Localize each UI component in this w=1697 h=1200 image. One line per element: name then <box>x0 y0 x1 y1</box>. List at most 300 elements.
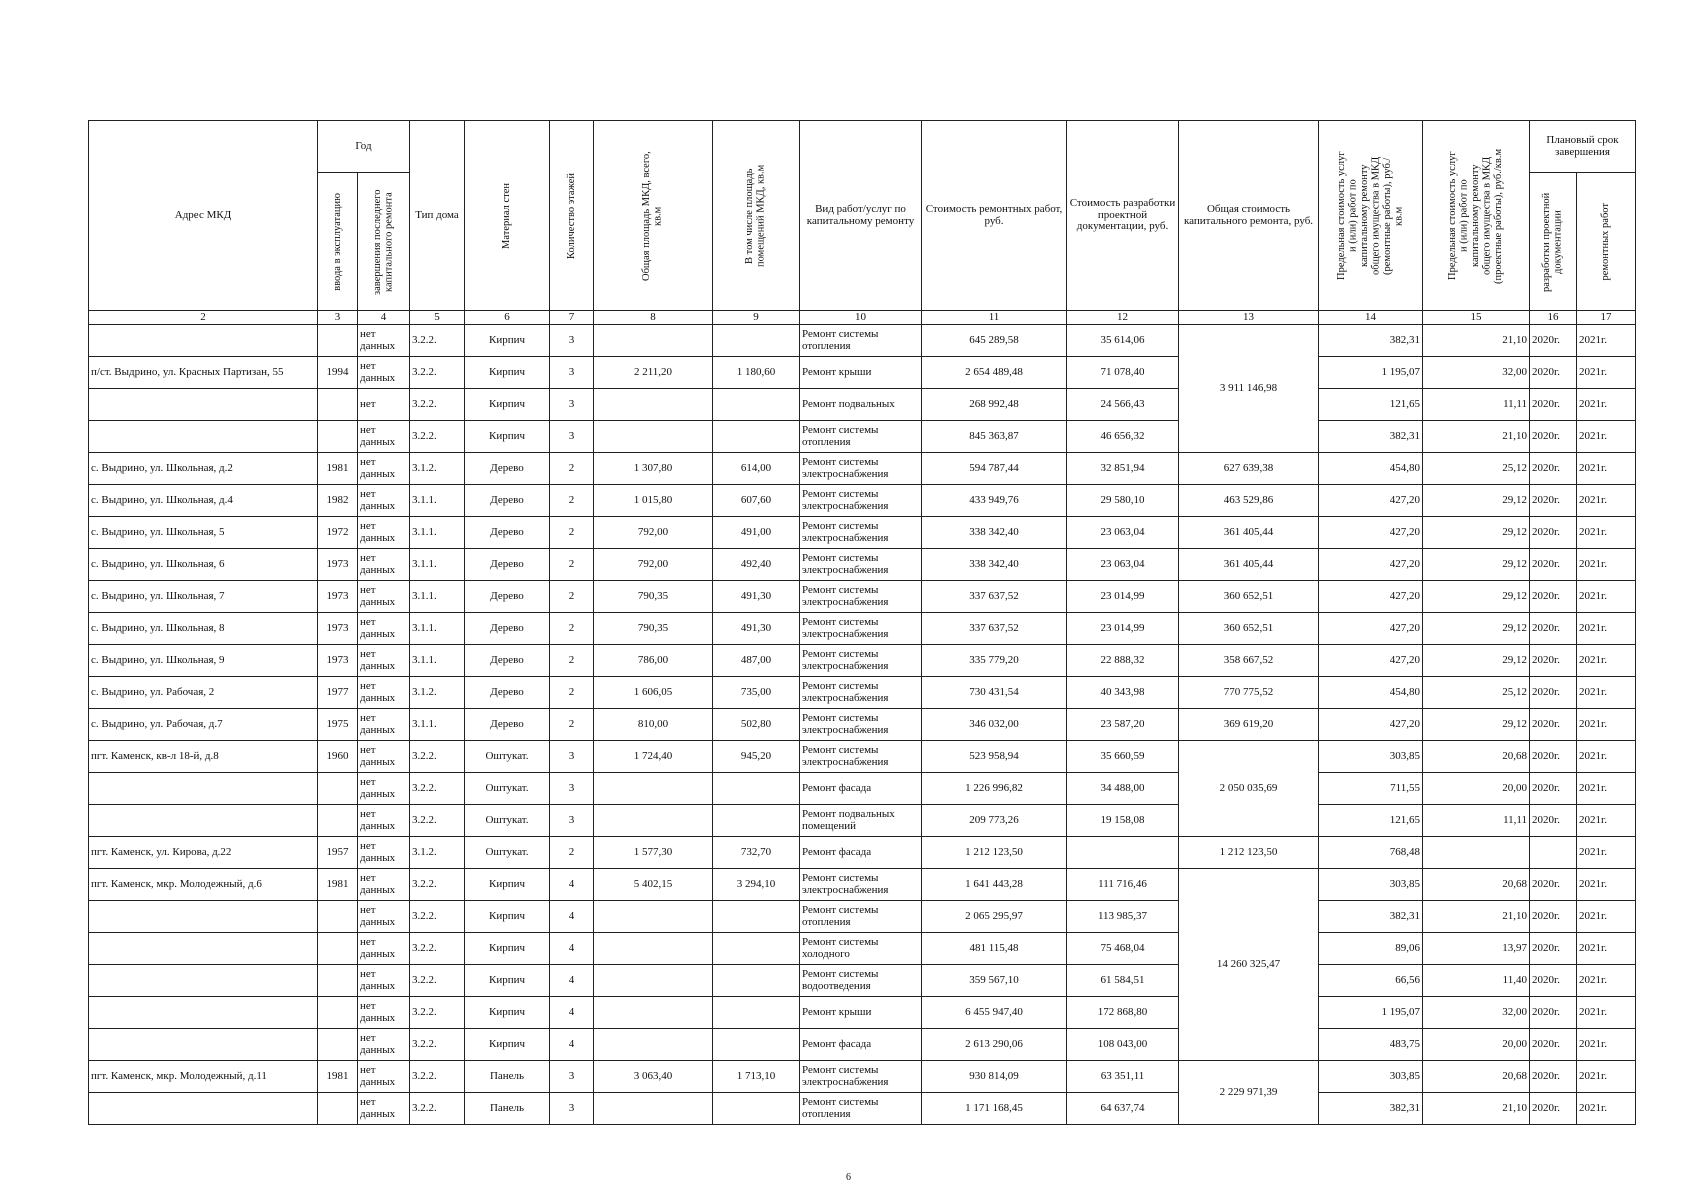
total-cost-cell: 463 529,86 <box>1179 485 1319 517</box>
year-commission-cell <box>318 933 358 965</box>
limit-repair-cell: 303,85 <box>1319 1061 1423 1093</box>
floors-cell: 2 <box>550 677 594 709</box>
limit-design-cell: 21,10 <box>1423 1093 1530 1125</box>
header-limit-repair: Предельная стоимость услуг и (или) работ по капитальному ремонту общего имущества в МКД (ремонтные работы), руб./кв.м <box>1319 121 1423 311</box>
limit-repair-cell: 427,20 <box>1319 645 1423 677</box>
limit-repair-cell: 427,20 <box>1319 549 1423 581</box>
table-row <box>89 805 1636 837</box>
table-row <box>89 709 1636 741</box>
work-type-cell: Ремонт системы отопления <box>800 421 922 453</box>
deadline-design-cell: 2020г. <box>1530 773 1577 805</box>
design-cost-cell: 172 868,80 <box>1067 997 1179 1029</box>
column-number: 9 <box>713 311 800 325</box>
year-last-repair-cell: нет данных <box>358 645 410 677</box>
year-commission-cell <box>318 1093 358 1125</box>
work-type-cell: Ремонт системы электроснабжения <box>800 517 922 549</box>
house-type-cell: 3.2.2. <box>410 741 465 773</box>
floors-cell: 2 <box>550 581 594 613</box>
deadline-design-cell: 2020г. <box>1530 613 1577 645</box>
deadline-repair-cell: 2021г. <box>1577 933 1636 965</box>
work-type-cell: Ремонт системы электроснабжения <box>800 453 922 485</box>
table-row <box>89 933 1636 965</box>
header-year-last-repair: завершения последнего капитального ремонта <box>358 173 410 311</box>
premises-area-cell <box>713 965 800 997</box>
house-type-cell: 3.1.1. <box>410 581 465 613</box>
limit-design-cell: 29,12 <box>1423 517 1530 549</box>
work-type-cell: Ремонт системы электроснабжения <box>800 709 922 741</box>
year-commission-cell <box>318 421 358 453</box>
year-last-repair-cell: нет данных <box>358 549 410 581</box>
year-last-repair-cell: нет данных <box>358 357 410 389</box>
wall-material-cell: Дерево <box>465 549 550 581</box>
year-commission-cell <box>318 965 358 997</box>
work-type-cell: Ремонт системы электроснабжения <box>800 677 922 709</box>
year-commission-cell <box>318 997 358 1029</box>
total-area-cell: 2 211,20 <box>594 357 713 389</box>
repair-cost-cell: 594 787,44 <box>922 453 1067 485</box>
repair-cost-cell: 1 171 168,45 <box>922 1093 1067 1125</box>
column-number: 4 <box>358 311 410 325</box>
year-last-repair-cell: нет данных <box>358 421 410 453</box>
wall-material-cell: Кирпич <box>465 901 550 933</box>
work-type-cell: Ремонт фасада <box>800 773 922 805</box>
house-type-cell: 3.1.1. <box>410 485 465 517</box>
deadline-design-cell: 2020г. <box>1530 869 1577 901</box>
table-body <box>89 325 1636 1125</box>
wall-material-cell: Оштукат. <box>465 741 550 773</box>
year-commission-cell <box>318 389 358 421</box>
premises-area-cell <box>713 325 800 357</box>
limit-repair-cell: 66,56 <box>1319 965 1423 997</box>
limit-design-cell: 21,10 <box>1423 901 1530 933</box>
repair-cost-cell: 2 065 295,97 <box>922 901 1067 933</box>
limit-design-cell: 20,68 <box>1423 869 1530 901</box>
limit-repair-cell: 483,75 <box>1319 1029 1423 1061</box>
premises-area-cell: 491,00 <box>713 517 800 549</box>
house-type-cell: 3.1.1. <box>410 709 465 741</box>
year-last-repair-cell: нет данных <box>358 325 410 357</box>
column-number: 17 <box>1577 311 1636 325</box>
wall-material-cell: Кирпич <box>465 933 550 965</box>
premises-area-cell: 732,70 <box>713 837 800 869</box>
house-type-cell: 3.1.2. <box>410 677 465 709</box>
address-cell: с. Выдрино, ул. Рабочая, 2 <box>89 677 318 709</box>
house-type-cell: 3.1.1. <box>410 517 465 549</box>
table-row <box>89 901 1636 933</box>
design-cost-cell: 34 488,00 <box>1067 773 1179 805</box>
address-cell <box>89 1029 318 1061</box>
year-commission-cell: 1973 <box>318 645 358 677</box>
repair-cost-cell: 337 637,52 <box>922 613 1067 645</box>
total-area-cell: 792,00 <box>594 517 713 549</box>
limit-repair-cell: 711,55 <box>1319 773 1423 805</box>
work-type-cell: Ремонт системы электроснабжения <box>800 741 922 773</box>
table-row <box>89 741 1636 773</box>
work-type-cell: Ремонт системы отопления <box>800 1093 922 1125</box>
repair-cost-cell: 2 613 290,06 <box>922 1029 1067 1061</box>
year-last-repair-cell: нет данных <box>358 1093 410 1125</box>
floors-cell: 2 <box>550 645 594 677</box>
year-commission-cell <box>318 1029 358 1061</box>
floors-cell: 4 <box>550 965 594 997</box>
limit-design-cell: 11,11 <box>1423 389 1530 421</box>
repair-cost-cell: 1 226 996,82 <box>922 773 1067 805</box>
header-floors: Количество этажей <box>550 121 594 311</box>
house-type-cell: 3.1.1. <box>410 549 465 581</box>
deadline-design-cell <box>1530 837 1577 869</box>
wall-material-cell: Дерево <box>465 613 550 645</box>
design-cost-cell: 61 584,51 <box>1067 965 1179 997</box>
limit-repair-cell: 382,31 <box>1319 325 1423 357</box>
total-cost-cell: 369 619,20 <box>1179 709 1319 741</box>
limit-repair-cell: 121,65 <box>1319 805 1423 837</box>
premises-area-cell: 502,80 <box>713 709 800 741</box>
design-cost-cell: 75 468,04 <box>1067 933 1179 965</box>
limit-design-cell: 29,12 <box>1423 709 1530 741</box>
floors-cell: 2 <box>550 549 594 581</box>
limit-repair-cell: 303,85 <box>1319 869 1423 901</box>
wall-material-cell: Дерево <box>465 517 550 549</box>
wall-material-cell: Кирпич <box>465 325 550 357</box>
wall-material-cell: Кирпич <box>465 1029 550 1061</box>
total-area-cell: 1 307,80 <box>594 453 713 485</box>
address-cell <box>89 325 318 357</box>
limit-design-cell: 11,40 <box>1423 965 1530 997</box>
house-type-cell: 3.2.2. <box>410 901 465 933</box>
floors-cell: 3 <box>550 1061 594 1093</box>
limit-design-cell: 20,00 <box>1423 1029 1530 1061</box>
design-cost-cell: 111 716,46 <box>1067 869 1179 901</box>
year-commission-cell: 1957 <box>318 837 358 869</box>
work-type-cell: Ремонт системы отопления <box>800 901 922 933</box>
design-cost-cell: 64 637,74 <box>1067 1093 1179 1125</box>
total-cost-merged-cell: 2 050 035,69 <box>1179 741 1319 837</box>
address-cell <box>89 901 318 933</box>
work-type-cell: Ремонт системы электроснабжения <box>800 581 922 613</box>
total-area-cell: 792,00 <box>594 549 713 581</box>
total-cost-cell: 358 667,52 <box>1179 645 1319 677</box>
wall-material-cell: Кирпич <box>465 357 550 389</box>
column-number: 14 <box>1319 311 1423 325</box>
floors-cell: 2 <box>550 485 594 517</box>
wall-material-cell: Кирпич <box>465 997 550 1029</box>
year-last-repair-cell: нет данных <box>358 453 410 485</box>
floors-cell: 4 <box>550 1029 594 1061</box>
limit-design-cell: 29,12 <box>1423 549 1530 581</box>
limit-repair-cell: 382,31 <box>1319 901 1423 933</box>
floors-cell: 4 <box>550 997 594 1029</box>
house-type-cell: 3.2.2. <box>410 869 465 901</box>
address-cell: пгт. Каменск, мкр. Молодежный, д.6 <box>89 869 318 901</box>
limit-repair-cell: 427,20 <box>1319 485 1423 517</box>
floors-cell: 2 <box>550 709 594 741</box>
address-cell: пгт. Каменск, кв-л 18-й, д.8 <box>89 741 318 773</box>
deadline-design-cell: 2020г. <box>1530 389 1577 421</box>
wall-material-cell: Панель <box>465 1093 550 1125</box>
limit-repair-cell: 427,20 <box>1319 709 1423 741</box>
header-repair-cost: Стоимость ремонтных работ, руб. <box>922 121 1067 311</box>
house-type-cell: 3.2.2. <box>410 325 465 357</box>
floors-cell: 3 <box>550 357 594 389</box>
table-row <box>89 581 1636 613</box>
premises-area-cell <box>713 805 800 837</box>
repair-cost-cell: 338 342,40 <box>922 517 1067 549</box>
work-type-cell: Ремонт системы холодного <box>800 933 922 965</box>
deadline-repair-cell: 2021г. <box>1577 709 1636 741</box>
table-row <box>89 549 1636 581</box>
header-limit-design: Предельная стоимость услуг и (или) работ по капитальному ремонту общего имущества в МКД (проектные работы), руб./кв.м <box>1423 121 1530 311</box>
wall-material-cell: Кирпич <box>465 389 550 421</box>
address-cell: с. Выдрино, ул. Школьная, 7 <box>89 581 318 613</box>
floors-cell: 3 <box>550 389 594 421</box>
total-cost-merged-cell: 2 229 971,39 <box>1179 1061 1319 1125</box>
premises-area-cell: 487,00 <box>713 645 800 677</box>
year-commission-cell <box>318 805 358 837</box>
floors-cell: 2 <box>550 517 594 549</box>
deadline-repair-cell: 2021г. <box>1577 805 1636 837</box>
repair-cost-cell: 338 342,40 <box>922 549 1067 581</box>
premises-area-cell <box>713 1029 800 1061</box>
wall-material-cell: Оштукат. <box>465 837 550 869</box>
address-cell: с. Выдрино, ул. Школьная, 6 <box>89 549 318 581</box>
floors-cell: 2 <box>550 837 594 869</box>
deadline-design-cell: 2020г. <box>1530 933 1577 965</box>
premises-area-cell: 1 713,10 <box>713 1061 800 1093</box>
design-cost-cell: 23 063,04 <box>1067 517 1179 549</box>
repair-cost-cell: 2 654 489,48 <box>922 357 1067 389</box>
deadline-repair-cell: 2021г. <box>1577 837 1636 869</box>
total-area-cell: 790,35 <box>594 613 713 645</box>
total-area-cell <box>594 389 713 421</box>
repair-cost-cell: 209 773,26 <box>922 805 1067 837</box>
table-row <box>89 773 1636 805</box>
work-type-cell: Ремонт крыши <box>800 357 922 389</box>
house-type-cell: 3.1.2. <box>410 453 465 485</box>
column-number: 15 <box>1423 311 1530 325</box>
total-area-cell <box>594 773 713 805</box>
capital-repair-table <box>88 120 1636 1125</box>
design-cost-cell: 35 614,06 <box>1067 325 1179 357</box>
wall-material-cell: Дерево <box>465 485 550 517</box>
house-type-cell: 3.2.2. <box>410 1093 465 1125</box>
wall-material-cell: Кирпич <box>465 421 550 453</box>
limit-design-cell: 29,12 <box>1423 485 1530 517</box>
table-row <box>89 325 1636 357</box>
wall-material-cell: Дерево <box>465 581 550 613</box>
address-cell <box>89 997 318 1029</box>
limit-repair-cell: 1 195,07 <box>1319 357 1423 389</box>
deadline-design-cell: 2020г. <box>1530 325 1577 357</box>
year-last-repair-cell: нет данных <box>358 517 410 549</box>
year-last-repair-cell: нет данных <box>358 933 410 965</box>
premises-area-cell: 3 294,10 <box>713 869 800 901</box>
floors-cell: 4 <box>550 869 594 901</box>
deadline-design-cell: 2020г. <box>1530 453 1577 485</box>
total-cost-cell: 1 212 123,50 <box>1179 837 1319 869</box>
wall-material-cell: Дерево <box>465 645 550 677</box>
wall-material-cell: Панель <box>465 1061 550 1093</box>
deadline-design-cell: 2020г. <box>1530 965 1577 997</box>
total-area-cell: 1 015,80 <box>594 485 713 517</box>
wall-material-cell: Кирпич <box>465 869 550 901</box>
house-type-cell: 3.2.2. <box>410 1029 465 1061</box>
year-last-repair-cell: нет данных <box>358 1061 410 1093</box>
work-type-cell: Ремонт системы водоотведения <box>800 965 922 997</box>
table-row <box>89 453 1636 485</box>
year-commission-cell: 1960 <box>318 741 358 773</box>
floors-cell: 3 <box>550 805 594 837</box>
deadline-repair-cell: 2021г. <box>1577 773 1636 805</box>
limit-design-cell: 29,12 <box>1423 581 1530 613</box>
work-type-cell: Ремонт фасада <box>800 1029 922 1061</box>
deadline-repair-cell: 2021г. <box>1577 741 1636 773</box>
table-row <box>89 965 1636 997</box>
page-number: 6 <box>846 1172 851 1183</box>
table-row <box>89 1029 1636 1061</box>
year-last-repair-cell: нет данных <box>358 581 410 613</box>
work-type-cell: Ремонт системы электроснабжения <box>800 613 922 645</box>
premises-area-cell: 1 180,60 <box>713 357 800 389</box>
deadline-design-cell: 2020г. <box>1530 581 1577 613</box>
total-area-cell <box>594 1029 713 1061</box>
house-type-cell: 3.2.2. <box>410 773 465 805</box>
total-area-cell: 5 402,15 <box>594 869 713 901</box>
house-type-cell: 3.1.1. <box>410 613 465 645</box>
floors-cell: 4 <box>550 933 594 965</box>
year-last-repair-cell: нет данных <box>358 837 410 869</box>
deadline-repair-cell: 2021г. <box>1577 389 1636 421</box>
table-row <box>89 517 1636 549</box>
year-last-repair-cell: нет данных <box>358 901 410 933</box>
premises-area-cell: 614,00 <box>713 453 800 485</box>
header-wall-material: Материал стен <box>465 121 550 311</box>
limit-design-cell: 20,68 <box>1423 741 1530 773</box>
total-area-cell <box>594 805 713 837</box>
design-cost-cell: 113 985,37 <box>1067 901 1179 933</box>
limit-design-cell: 11,11 <box>1423 805 1530 837</box>
year-last-repair-cell: нет данных <box>358 773 410 805</box>
limit-design-cell: 32,00 <box>1423 357 1530 389</box>
limit-design-cell: 25,12 <box>1423 677 1530 709</box>
column-number: 6 <box>465 311 550 325</box>
year-last-repair-cell: нет данных <box>358 1029 410 1061</box>
address-cell: с. Выдрино, ул. Школьная, д.4 <box>89 485 318 517</box>
column-number: 3 <box>318 311 358 325</box>
deadline-repair-cell: 2021г. <box>1577 485 1636 517</box>
deadline-repair-cell: 2021г. <box>1577 645 1636 677</box>
limit-design-cell <box>1423 837 1530 869</box>
year-commission-cell <box>318 901 358 933</box>
design-cost-cell: 32 851,94 <box>1067 453 1179 485</box>
limit-design-cell: 25,12 <box>1423 453 1530 485</box>
year-last-repair-cell: нет <box>358 389 410 421</box>
design-cost-cell: 63 351,11 <box>1067 1061 1179 1093</box>
design-cost-cell: 19 158,08 <box>1067 805 1179 837</box>
wall-material-cell: Дерево <box>465 709 550 741</box>
header-deadline-design: разработки проектной документации <box>1530 173 1577 311</box>
floors-cell: 3 <box>550 773 594 805</box>
premises-area-cell: 491,30 <box>713 581 800 613</box>
address-cell: пгт. Каменск, ул. Кирова, д.22 <box>89 837 318 869</box>
repair-cost-cell: 645 289,58 <box>922 325 1067 357</box>
limit-repair-cell: 382,31 <box>1319 421 1423 453</box>
year-last-repair-cell: нет данных <box>358 869 410 901</box>
house-type-cell: 3.1.1. <box>410 645 465 677</box>
deadline-repair-cell: 2021г. <box>1577 421 1636 453</box>
column-number: 11 <box>922 311 1067 325</box>
table-row <box>89 997 1636 1029</box>
header-year-commission: ввода в эксплуатацию <box>318 173 358 311</box>
wall-material-cell: Дерево <box>465 677 550 709</box>
design-cost-cell: 108 043,00 <box>1067 1029 1179 1061</box>
deadline-repair-cell: 2021г. <box>1577 581 1636 613</box>
house-type-cell: 3.2.2. <box>410 421 465 453</box>
deadline-repair-cell: 2021г. <box>1577 325 1636 357</box>
deadline-design-cell: 2020г. <box>1530 485 1577 517</box>
design-cost-cell: 23 587,20 <box>1067 709 1179 741</box>
limit-design-cell: 29,12 <box>1423 613 1530 645</box>
deadline-design-cell: 2020г. <box>1530 1061 1577 1093</box>
work-type-cell: Ремонт системы отопления <box>800 325 922 357</box>
limit-design-cell: 32,00 <box>1423 997 1530 1029</box>
address-cell <box>89 421 318 453</box>
table-row <box>89 837 1636 869</box>
total-cost-merged-cell: 3 911 146,98 <box>1179 325 1319 453</box>
total-cost-cell: 627 639,38 <box>1179 453 1319 485</box>
total-area-cell <box>594 901 713 933</box>
address-cell: пгт. Каменск, мкр. Молодежный, д.11 <box>89 1061 318 1093</box>
address-cell <box>89 933 318 965</box>
table-row <box>89 1093 1636 1125</box>
limit-repair-cell: 454,80 <box>1319 453 1423 485</box>
address-cell <box>89 773 318 805</box>
header-deadline-repair: ремонтных работ <box>1577 173 1636 311</box>
work-type-cell: Ремонт системы электроснабжения <box>800 645 922 677</box>
deadline-design-cell: 2020г. <box>1530 741 1577 773</box>
total-area-cell <box>594 997 713 1029</box>
house-type-cell: 3.2.2. <box>410 933 465 965</box>
year-commission-cell: 1972 <box>318 517 358 549</box>
deadline-design-cell: 2020г. <box>1530 805 1577 837</box>
year-commission-cell: 1981 <box>318 869 358 901</box>
total-cost-cell: 361 405,44 <box>1179 549 1319 581</box>
deadline-repair-cell: 2021г. <box>1577 1061 1636 1093</box>
total-area-cell <box>594 1093 713 1125</box>
house-type-cell: 3.2.2. <box>410 805 465 837</box>
table-row <box>89 485 1636 517</box>
design-cost-cell: 22 888,32 <box>1067 645 1179 677</box>
limit-repair-cell: 382,31 <box>1319 1093 1423 1125</box>
limit-repair-cell: 768,48 <box>1319 837 1423 869</box>
limit-repair-cell: 89,06 <box>1319 933 1423 965</box>
table-row <box>89 645 1636 677</box>
deadline-repair-cell: 2021г. <box>1577 517 1636 549</box>
design-cost-cell: 23 063,04 <box>1067 549 1179 581</box>
deadline-repair-cell: 2021г. <box>1577 965 1636 997</box>
table-row <box>89 1061 1636 1093</box>
deadline-repair-cell: 2021г. <box>1577 453 1636 485</box>
table-row <box>89 869 1636 901</box>
house-type-cell: 3.2.2. <box>410 389 465 421</box>
year-commission-cell: 1982 <box>318 485 358 517</box>
limit-design-cell: 20,68 <box>1423 1061 1530 1093</box>
total-area-cell <box>594 421 713 453</box>
total-area-cell: 790,35 <box>594 581 713 613</box>
header-year-group: Год <box>318 121 410 173</box>
deadline-design-cell: 2020г. <box>1530 517 1577 549</box>
house-type-cell: 3.2.2. <box>410 357 465 389</box>
header-deadline-group: Плановый срок завершения <box>1530 121 1636 173</box>
